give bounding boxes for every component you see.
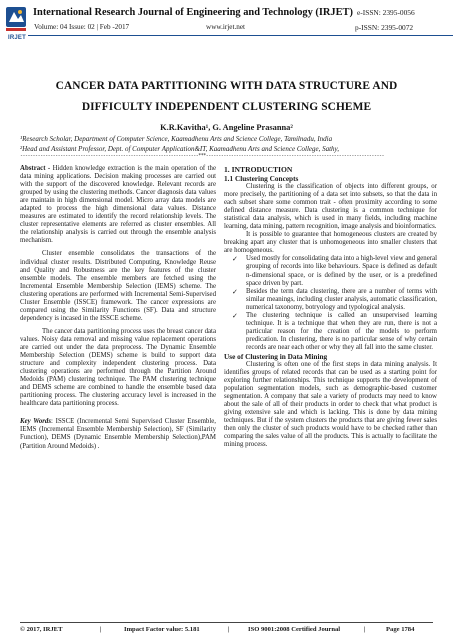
list-item: ✓ The clustering technique is called an unsupervised learning technique. It is a technique that when they are run, there is not a particular reason for the creation of the models to perform predication. In clustering, there is no particular sense of why certain records are near each other or why they all fall into the same cluster. [232,311,437,351]
footer-iso: ISO 9001:2008 Certified Journal [248,626,341,633]
left-column [20,165,216,451]
list-item: ✓ Besides the term data clustering, there are a number of terms with similar meanings, including cluster analysis, automatic classification, numerical taxonomy, botryology and typological analysis. [232,287,437,311]
subsection-heading-clustering-concepts: 1.1 Clustering Concepts [224,174,299,183]
footer-impact-factor: Impact Factor value: 5.181 [124,626,200,633]
paper-title-line2: DIFFICULTY INDEPENDENT CLUSTERING SCHEME [81,101,372,113]
p-issn: p-ISSN: 2395-0072 [355,23,414,32]
section-separator: -----------------------------------------------------------------------***----------------------------------------------------------------------- [20,153,384,159]
paper-title-line1: CANCER DATA PARTITIONING WITH DATA STRUCTURE AND [55,80,398,92]
abstract-text: Hidden knowledge extraction is the main operation of the data mining applications. Decision making processes are carried out with the support of the discovered knowledge. Relevant records are grouped by using the clustering methods. Cancer diagnosis data values are maintain in high dimensional model. Micro array data models are adapted to process the high dimensional data values. Distance measures are estimated to identify the record relationship levels. The cluster representative elements are referred as cluster ensembles. All the relationship analysis is carried out through the ensemble analysis mechanism. [20,165,216,245]
data-mining-paragraph: Clustering is often one of the first steps in data mining analysis. It identifies groups of related records that can be used as a starting point for exploring further relationships. This technique supports the development of population segmentation models, such as demographic-based customer segmentation. A company that sale a variety of products may need to know about the sale of all of their products in order to check that what product is giving extensive sale and which is lacking. This is done by data mining techniques. But if the system clusters the products that are giving fewer sales then only the cluster of such products would have to be checked rather than comparing the sales value of all the products. This is actually to facilitate the mining process. [224,360,437,449]
footer-divider [20,622,433,623]
keywords-text: : ISSCE (Incremental Semi Supervised Cluster Ensemble, IEMS (Incremental Ensemble Membership Selection), SF (Similarity Function), DEMS (Dynamic Ensemble Membership Selection),PAM (Partition Around Medoids) . [20,418,216,450]
e-issn: e-ISSN: 2395-0056 [357,8,415,17]
journal-title: International Research Journal of Engineering and Technology (IRJET) [33,7,353,18]
abstract-label: Abstract - [20,165,51,172]
footer-separator: | [100,626,102,633]
checkmark-icon: ✓ [232,287,238,296]
intro-paragraph-1: Clustering is the classification of objects into different groups, or more precisely, the partitioning of a data set into subsets, so that the data in each subset share some common trait - often proximity according to some defined distance measure. Data clustering is a common technique for statistical data analysis, which is used in many fields, including machine learning, data mining, pattern recognition, image analysis and bioinformatics. [224,183,437,231]
right-column [224,165,437,450]
affiliation-2: ²Head and Assistant Professor, Dept. of Computer Application&IT, Kaamadhenu Arts and Science College, Sathy, [20,145,340,153]
footer-separator: | [364,626,366,633]
paper-authors: K.R.Kavitha¹, G. Angeline Prasanna² [160,123,293,132]
footer-separator: | [228,626,230,633]
checkmark-icon: ✓ [232,255,238,264]
journal-logo [5,6,27,44]
footer-page-number: Page 1784 [386,626,415,633]
list-item: ✓ Used mostly for consolidating data into a high-level view and general grouping of records into like behaviours. Space is defined as default n-dimensional space, or is defined by the user, or is a predefined space driven by part. [232,255,437,287]
intro-paragraph-2: It is possible to guarantee that homogeneous clusters are created by breaking apart any cluster that is unhomogeneous into smaller clusters that are homogeneous. [224,231,437,255]
irjet-logo-icon [5,6,27,34]
checkmark-icon: ✓ [232,311,238,320]
volume-issue: Volume: 04 Issue: 02 | Feb -2017 [34,23,130,31]
journal-website[interactable]: www.irjet.net [206,23,246,31]
clustering-bullet-list [224,255,437,352]
abstract-paragraph-2: Cluster ensemble consolidates the transactions of the individual cluster results. Distributed Computing, Knowledge Reuse and Quality and Robustness are the key features of the cluster ensemble models. The ensemble members are fetched using the Incremental Ensemble Membership Selection (IEMS) scheme. The clustering operations are performed with Incremental Semi-Supervised Cluster Ensemble (ISSCE) framework. The cancer expressions are compared using the Similarity Functions (SF). Data and structure dependency is incased in the ISSCE scheme. [20,250,216,322]
footer-copyright: © 2017, IRJET [20,626,63,633]
abstract-paragraph-3: The cancer data partitioning process uses the breast cancer data values. Noisy data removal and missing value replacement operations are carried out under the data preprocess. The Dynamic Ensemble Membership Selection (DEMS) scheme is build to support data structure and complexity independent clustering process. Data clustering operations are performed through the Partition Around Medoids (PAM) clustering technique. The PAM clustering technique and DEMS scheme are combined to handle the ensemble based data partitioning process. The clustering accuracy level is increased in the healthcare data partitioning process. [20,327,216,408]
journal-header [0,0,453,58]
keywords-label: Key Words [20,418,52,426]
section-heading-introduction: 1. INTRODUCTION [224,165,293,174]
affiliation-1: ¹Research Scholar, Department of Computer Science, Kaamadhenu Arts and Science College, Tamilnadu, India [20,135,333,143]
abstract-paragraph [20,165,216,245]
subsection-heading-data-mining: Use of Clustering in Data Mining [224,351,328,361]
keywords-paragraph [20,418,216,450]
header-divider [28,35,453,36]
logo-text: IRJET [7,35,26,41]
